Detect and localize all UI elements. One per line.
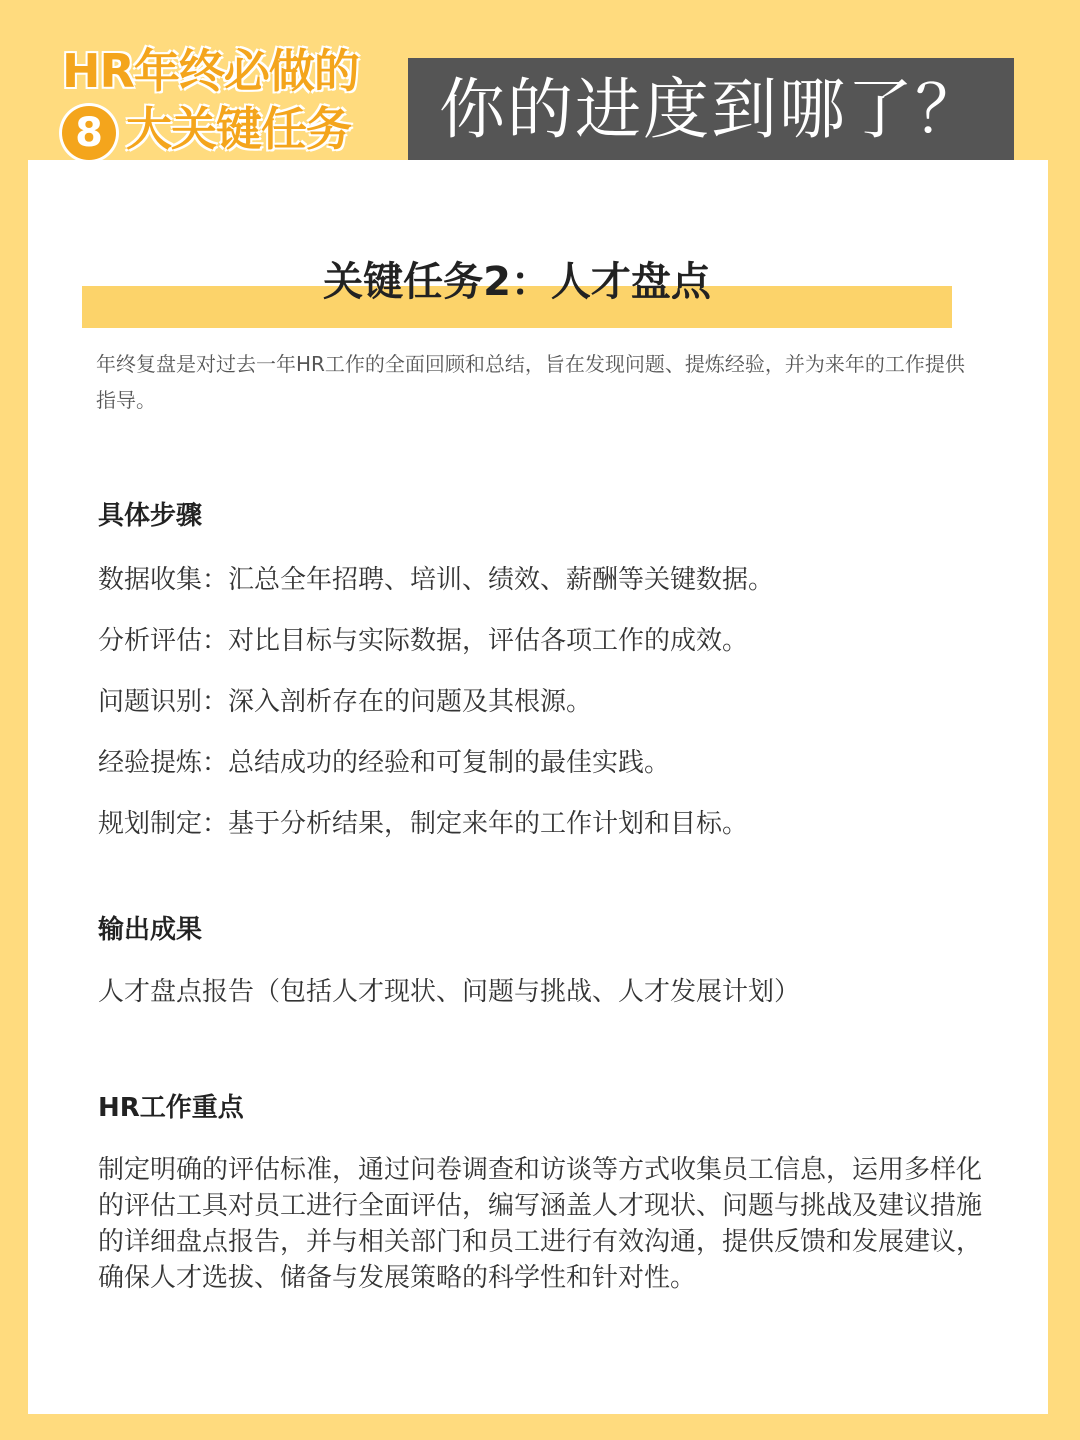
intro-paragraph: 年终复盘是对过去一年HR工作的全面回顾和总结，旨在发现问题、提炼经验，并为来年的工作提供指导。 xyxy=(96,352,965,412)
focus-paragraph: 制定明确的评估标准，通过问卷调查和访谈等方式收集员工信息，运用多样化的评估工具对员工进行全面评估，编写涵盖人才现状、问题与挑战及建议措施的详细盘点报告，并与相关部门和员工进行有效沟通，提供反馈和发展建议，确保人才选拔、储备与发展策略的科学性和针对性。 xyxy=(98,1155,983,1293)
number-badge: 8 xyxy=(62,106,116,160)
header-series-title xyxy=(62,42,392,160)
task-title: 关键任务2：人才盘点 xyxy=(323,259,711,305)
list-item: 经验提炼：总结成功的经验和可复制的最佳实践。 xyxy=(98,748,671,778)
output-text: 人才盘点报告（包括人才现状、问题与挑战、人才发展计划） xyxy=(98,977,801,1007)
content-card xyxy=(28,160,1048,1414)
list-item: 问题识别：深入剖析存在的问题及其根源。 xyxy=(98,687,593,717)
header-line-2-text: 大关键任务 xyxy=(126,102,351,156)
list-item: 数据收集：汇总全年招聘、培训、绩效、薪酬等关键数据。 xyxy=(98,565,775,595)
list-item: 分析评估：对比目标与实际数据，评估各项工作的成效。 xyxy=(98,626,749,656)
progress-question-banner: 你的进度到哪了？ xyxy=(408,58,1014,162)
header-line-2 xyxy=(62,100,392,160)
steps-list xyxy=(98,560,998,865)
list-item: 规划制定：基于分析结果，制定来年的工作计划和目标。 xyxy=(98,809,749,839)
output-heading: 输出成果 xyxy=(98,915,203,945)
steps-heading: 具体步骤 xyxy=(98,501,203,531)
focus-heading: HR工作重点 xyxy=(98,1093,244,1123)
header-line-1: HR年终必做的 xyxy=(62,44,359,98)
